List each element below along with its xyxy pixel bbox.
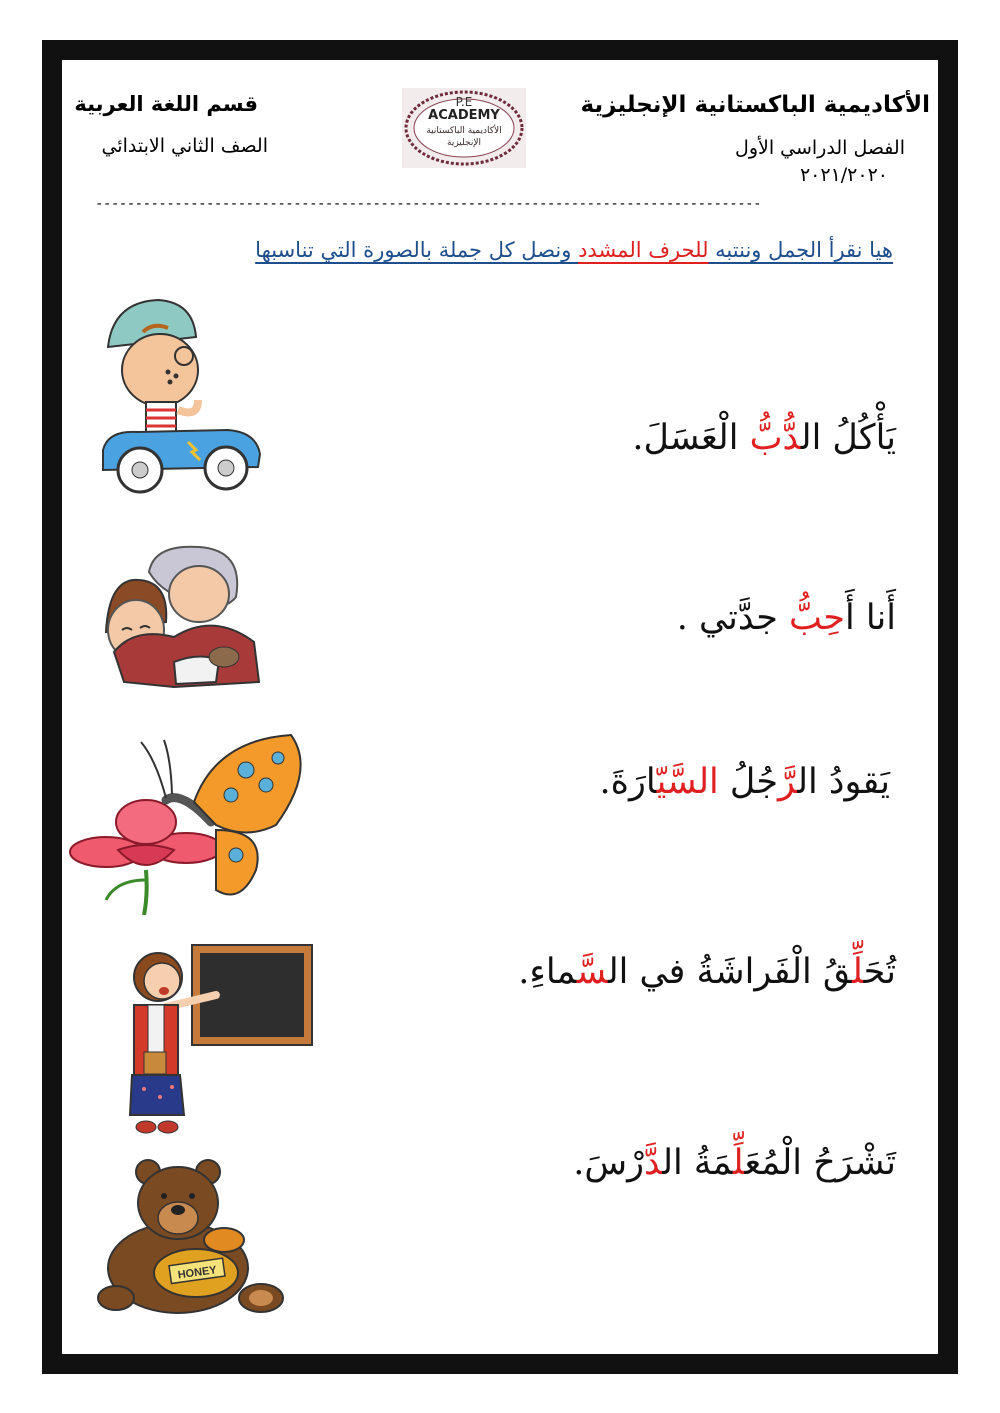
semester-label: الفصل الدراسي الأول (735, 137, 905, 159)
boy-driving-car-icon[interactable] (98, 292, 263, 497)
honey-label: HONEY (177, 1264, 218, 1282)
sentence-segment: رْسَ. (573, 1143, 644, 1183)
teacher-at-blackboard-icon[interactable] (126, 937, 316, 1137)
sentence-segment: يَقودُ ال (797, 762, 890, 802)
sentence-2[interactable] (677, 598, 896, 638)
sentence-segment: جُلُ (718, 762, 779, 802)
instruction-highlight: للحرف المشدد (578, 238, 709, 262)
logo-text-academy: ACADEMY (428, 108, 500, 123)
shadda-letter: دُّبُّ (749, 418, 801, 458)
grandmother-hugging-child-icon[interactable] (104, 542, 262, 690)
sentence-segment: مَةُ ال (662, 1143, 733, 1183)
butterfly-on-flower-icon[interactable] (66, 730, 314, 915)
grade-label: الصف الثاني الابتدائي (101, 135, 268, 157)
sentence-4[interactable] (518, 952, 896, 992)
shadda-letter: حِبُّ (789, 598, 846, 638)
sentence-segment: ماءِ. (518, 952, 577, 992)
academic-year: ٢٠٢١/٢٠٢٠ (799, 164, 888, 186)
sentence-segment: يَأْكُلُ ال (800, 418, 896, 458)
bear-eating-honey-icon[interactable] (96, 1158, 294, 1318)
instruction-part-3: ونصل كل جملة بالصورة التي تناسبها (255, 238, 579, 262)
sentence-3[interactable] (600, 762, 890, 802)
logo-text-arabic-2: الإنجليزية (447, 138, 481, 148)
logo-text-pe: P.E (455, 95, 473, 109)
sentence-segment: جدَّتي . (676, 598, 789, 638)
shadda-letter: سَّ (576, 952, 608, 992)
sentence-5[interactable] (573, 1143, 896, 1183)
shadda-letter: السَّيّ (656, 762, 719, 802)
sentence-segment: قُ الْفَراشَةُ في ال (607, 952, 853, 992)
department-name: قسم اللغة العربية (74, 92, 258, 116)
instruction-line (255, 238, 893, 262)
logo-text-arabic: الأكاديمية الباكستانية (426, 126, 502, 136)
shadda-letter: رَّ (778, 762, 798, 802)
instruction-part-1: هيا نقرأ الجمل وننتبه (708, 238, 893, 262)
academy-logo (402, 88, 526, 168)
sentence-segment: تُحَ (863, 952, 896, 992)
sentence-segment: الْعَسَلَ. (632, 418, 750, 458)
sentence-1[interactable] (632, 418, 896, 458)
sentence-segment: تَشْرَحُ الْمُعَ (744, 1143, 896, 1183)
dashed-divider: ------------------------------------------------------------------------------------ (95, 196, 762, 212)
shadda-letter: دَّ (644, 1143, 663, 1183)
shadda-letter: لِّ (852, 952, 864, 992)
school-name: الأكاديمية الباكستانية الإنجليزية (580, 92, 930, 118)
sentence-segment: أَنا أَ (845, 598, 896, 638)
sentence-segment: ارَةَ. (599, 762, 657, 802)
shadda-letter: لِّ (732, 1143, 745, 1183)
